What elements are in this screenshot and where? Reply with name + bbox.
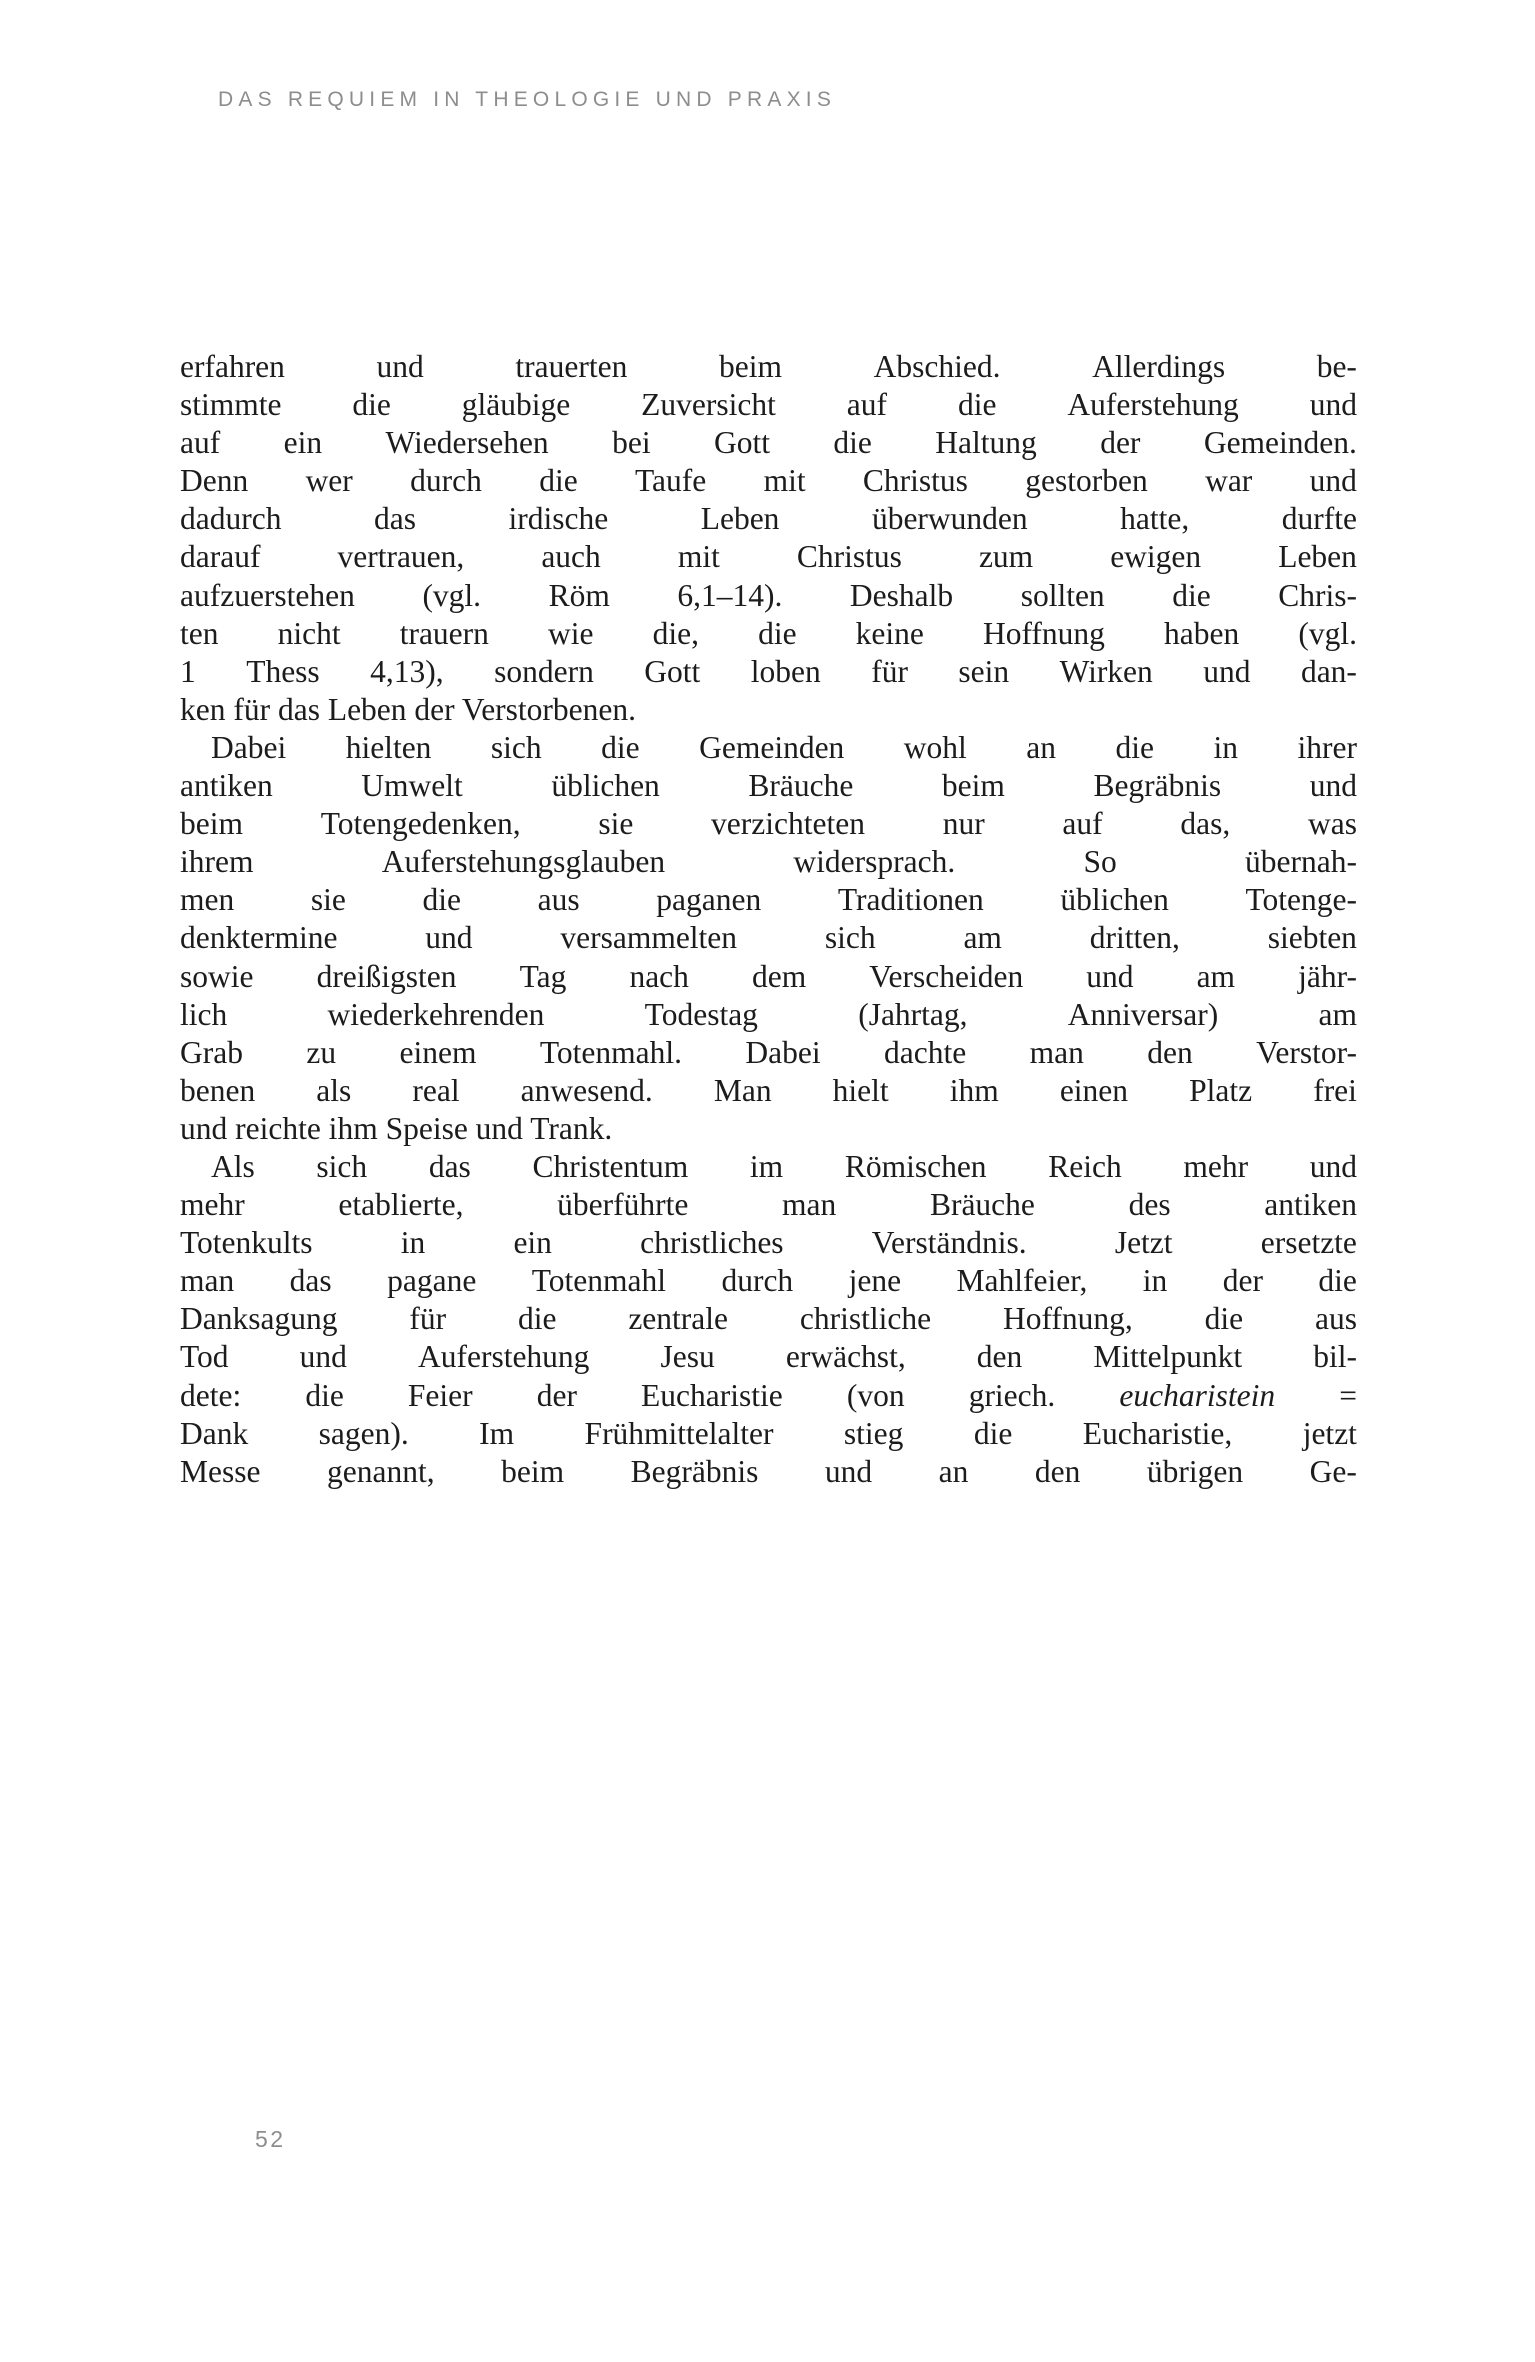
word: sondern: [494, 653, 594, 689]
word: Hoffnung,: [1002, 1301, 1133, 1337]
word: Christus: [796, 539, 902, 575]
word: Christentum: [532, 1148, 689, 1184]
body-text-block: [180, 348, 1357, 1491]
word: sein: [958, 653, 1010, 689]
word: Abschied.: [873, 349, 1001, 384]
word: auch: [541, 539, 601, 575]
word: dritten,: [1089, 920, 1180, 956]
word: mit: [677, 539, 720, 575]
word: trauern: [399, 615, 489, 651]
word: Römischen: [844, 1148, 987, 1184]
word: trauerten: [515, 349, 628, 384]
word: eucharistein: [1119, 1377, 1276, 1413]
word: aufzuerstehen: [180, 577, 355, 613]
text-line: [180, 615, 1357, 653]
word: die: [422, 882, 461, 918]
text-line: [180, 1300, 1357, 1338]
word: irdische: [508, 501, 609, 537]
word: widersprach.: [793, 844, 956, 880]
word: Denn: [180, 463, 249, 499]
word: die: [305, 1377, 344, 1413]
word: für: [871, 653, 908, 689]
word: man: [180, 1263, 235, 1299]
text-line: [180, 767, 1357, 805]
word: beim: [718, 349, 782, 384]
word: jetzt: [1302, 1415, 1357, 1451]
word: Auferstehungsglauben: [381, 844, 666, 880]
word: Totengedenken,: [320, 806, 521, 842]
word: ten: [180, 615, 219, 651]
word: am: [1196, 958, 1236, 994]
word: an: [938, 1453, 969, 1489]
word: loben: [750, 653, 821, 689]
text-line: [180, 729, 1357, 767]
word: genannt,: [327, 1453, 435, 1489]
text-line: [180, 1377, 1357, 1415]
word: durch: [721, 1263, 794, 1299]
word: sagen).: [318, 1415, 409, 1451]
word: anwesend.: [520, 1072, 653, 1108]
word: aus: [1314, 1301, 1357, 1337]
word: in: [1142, 1263, 1168, 1299]
word: durch: [410, 463, 482, 499]
word: Platz: [1189, 1072, 1253, 1108]
word: Man: [713, 1072, 772, 1108]
word: wiederkehrenden: [327, 996, 545, 1032]
word: sowie: [180, 958, 254, 994]
word: üblichen: [551, 768, 660, 804]
word: 1: [180, 653, 196, 689]
word: übernah-: [1245, 844, 1357, 880]
word: Gemeinden.: [1203, 425, 1357, 461]
word: den: [1034, 1453, 1081, 1489]
word: auf: [1062, 806, 1103, 842]
word: vertrauen,: [337, 539, 465, 575]
word: beim: [501, 1453, 565, 1489]
word: die,: [652, 615, 699, 651]
word: man: [782, 1187, 837, 1223]
text-line: [180, 843, 1357, 881]
word: ken für das Leben der Verstorbenen.: [180, 691, 636, 727]
text-line: [180, 1338, 1357, 1376]
word: Umwelt: [361, 768, 463, 804]
word: die: [517, 1301, 557, 1337]
text-line: [180, 1110, 1357, 1148]
word: Auferstehung: [417, 1339, 590, 1375]
word: der: [1100, 425, 1141, 461]
word: Begräbnis: [630, 1453, 759, 1489]
word: bei: [612, 425, 651, 461]
word: zentrale: [628, 1301, 728, 1337]
word: auf: [180, 425, 221, 461]
word: wohl: [903, 729, 967, 765]
word: Dabei: [211, 729, 287, 765]
word: an: [1026, 729, 1057, 765]
word: durfte: [1281, 501, 1357, 537]
word: hielten: [345, 729, 432, 765]
text-line: [180, 538, 1357, 576]
word: Feier: [407, 1377, 473, 1413]
word: stieg: [843, 1415, 904, 1451]
word: Auferstehung: [1067, 387, 1239, 423]
word: überführte: [557, 1187, 689, 1223]
word: die: [1318, 1263, 1357, 1299]
word: paganen: [656, 882, 762, 918]
word: Haltung: [935, 425, 1037, 461]
word: den: [1147, 1034, 1193, 1070]
word: beim: [180, 806, 243, 842]
word: Begräbnis: [1093, 768, 1222, 804]
word: Todestag: [644, 996, 758, 1032]
text-line: [180, 1415, 1357, 1453]
word: Zuversicht: [641, 387, 776, 423]
word: nur: [942, 806, 985, 842]
word: dem: [751, 958, 807, 994]
text-line: [180, 1186, 1357, 1224]
word: Grab: [180, 1034, 243, 1070]
word: die: [1204, 1301, 1244, 1337]
word: und: [1086, 958, 1134, 994]
text-line: [180, 424, 1357, 462]
word: Dank: [180, 1415, 249, 1451]
word: Röm: [548, 577, 610, 613]
word: antiken: [180, 768, 273, 804]
word: ersetzte: [1260, 1225, 1357, 1261]
word: men: [180, 882, 235, 918]
word: Frühmittelalter: [584, 1415, 774, 1451]
word: frei: [1313, 1072, 1357, 1108]
word: ein: [283, 425, 323, 461]
text-line: [180, 691, 1357, 729]
word: Messe: [180, 1453, 261, 1489]
word: verzichteten: [711, 806, 865, 842]
word: die: [957, 387, 997, 423]
text-line: [180, 1034, 1357, 1072]
word: Christus: [862, 463, 968, 499]
text-line: [180, 919, 1357, 957]
word: sie: [598, 806, 634, 842]
word: der: [536, 1377, 577, 1413]
running-header: DAS REQUIEM IN THEOLOGIE UND PRAXIS: [218, 88, 837, 111]
word: das: [289, 1263, 332, 1299]
word: einen: [1059, 1072, 1129, 1108]
word: und: [425, 920, 473, 956]
word: =: [1339, 1377, 1357, 1413]
word: Jetzt: [1114, 1225, 1173, 1261]
word: Allerdings: [1092, 349, 1226, 384]
word: beim: [941, 768, 1005, 804]
word: versammelten: [560, 920, 738, 956]
word: real: [412, 1072, 460, 1108]
text-line: [180, 996, 1357, 1034]
word: war: [1205, 463, 1253, 499]
text-line: [180, 577, 1357, 615]
word: zu: [306, 1034, 337, 1070]
word: jähr-: [1298, 958, 1357, 994]
word: mehr: [180, 1187, 245, 1223]
word: und: [1309, 463, 1357, 499]
word: etablierte,: [338, 1187, 464, 1223]
word: (von: [846, 1377, 905, 1413]
word: Bräuche: [929, 1187, 1035, 1223]
word: Gott: [713, 425, 770, 461]
word: dachte: [884, 1034, 967, 1070]
word: sich: [824, 920, 876, 956]
word: Als: [211, 1148, 255, 1184]
word: Ge-: [1309, 1453, 1357, 1489]
word: siebten: [1267, 920, 1357, 956]
word: sollten: [1020, 577, 1105, 613]
word: Wirken: [1059, 653, 1153, 689]
word: (vgl.: [1298, 615, 1357, 651]
word: be-: [1316, 349, 1357, 384]
word: ein: [513, 1225, 552, 1261]
word: Totenmahl.: [539, 1034, 682, 1070]
word: Anniversar): [1067, 996, 1219, 1032]
word: Verstor-: [1256, 1034, 1357, 1070]
word: und reichte ihm Speise und Trank.: [180, 1110, 613, 1146]
word: Im: [479, 1415, 515, 1451]
word: überwunden: [871, 501, 1028, 537]
word: die: [758, 615, 797, 651]
word: Tod: [180, 1339, 229, 1375]
word: Eucharistie: [641, 1377, 783, 1413]
word: den: [976, 1339, 1023, 1375]
word: lich: [180, 996, 228, 1032]
word: antiken: [1264, 1187, 1357, 1223]
word: am: [963, 920, 1002, 956]
word: mit: [763, 463, 806, 499]
word: und: [1309, 768, 1357, 804]
text-line: [180, 1224, 1357, 1262]
paragraph: [180, 348, 1357, 729]
word: dete:: [180, 1377, 242, 1413]
word: 4,13),: [370, 653, 444, 689]
word: Eucharistie,: [1082, 1415, 1233, 1451]
word: für: [409, 1301, 447, 1337]
word: Totenkults: [180, 1225, 313, 1261]
word: Totenge-: [1245, 882, 1357, 918]
word: Gott: [644, 653, 701, 689]
word: die: [352, 387, 391, 423]
word: die: [973, 1415, 1013, 1451]
text-line: [180, 1453, 1357, 1491]
word: die: [539, 463, 578, 499]
text-line: [180, 1148, 1357, 1186]
word: sie: [310, 882, 346, 918]
word: (Jahrtag,: [858, 996, 968, 1032]
word: Chris-: [1278, 577, 1357, 613]
word: zum: [978, 539, 1034, 575]
word: das,: [1180, 806, 1231, 842]
word: haben: [1164, 615, 1240, 651]
word: sich: [490, 729, 542, 765]
word: das: [373, 501, 416, 537]
word: und: [1309, 387, 1357, 423]
word: Leben: [1278, 539, 1357, 575]
text-line: [180, 386, 1357, 424]
word: das: [428, 1148, 471, 1184]
text-line: [180, 805, 1357, 843]
word: ihrem: [180, 844, 254, 880]
word: und: [824, 1453, 873, 1489]
word: als: [316, 1072, 352, 1108]
word: Mittelpunkt: [1093, 1339, 1243, 1375]
word: gläubige: [461, 387, 571, 423]
word: Deshalb: [849, 577, 954, 613]
word: hielt: [832, 1072, 889, 1108]
word: christliches: [640, 1225, 784, 1261]
word: was: [1308, 806, 1357, 842]
text-line: [180, 653, 1357, 691]
word: Verscheiden: [869, 958, 1024, 994]
word: nach: [629, 958, 689, 994]
word: 6,1–14).: [677, 577, 783, 613]
word: aus: [537, 882, 580, 918]
word: So: [1083, 844, 1117, 880]
word: Jesu: [660, 1339, 715, 1375]
text-line: [180, 1072, 1357, 1110]
word: die: [833, 425, 872, 461]
word: hatte,: [1120, 501, 1190, 537]
word: jene: [848, 1263, 902, 1299]
word: in: [1213, 729, 1238, 765]
word: Dabei: [745, 1034, 821, 1070]
word: einem: [399, 1034, 477, 1070]
word: der: [1222, 1263, 1263, 1299]
word: die: [601, 729, 640, 765]
word: die: [1115, 729, 1154, 765]
word: bil-: [1313, 1339, 1357, 1375]
word: ihm: [949, 1072, 999, 1108]
word: Reich: [1048, 1148, 1122, 1184]
word: wie: [548, 615, 594, 651]
word: Wiedersehen: [385, 425, 549, 461]
word: und: [1309, 1148, 1357, 1184]
word: dadurch: [180, 501, 282, 537]
page-number: 52: [255, 2126, 286, 2152]
word: erfahren: [180, 349, 285, 384]
word: man: [1029, 1034, 1084, 1070]
word: Tag: [519, 958, 567, 994]
text-line: [180, 462, 1357, 500]
word: Bräuche: [748, 768, 854, 804]
word: christliche: [799, 1301, 932, 1337]
word: des: [1128, 1187, 1171, 1223]
word: Verständnis.: [871, 1225, 1027, 1261]
text-line: [180, 1262, 1357, 1300]
word: ewigen: [1110, 539, 1202, 575]
word: und: [1203, 653, 1251, 689]
word: (vgl.: [422, 577, 482, 613]
word: übrigen: [1146, 1453, 1244, 1489]
word: am: [1318, 996, 1357, 1032]
word: stimmte: [180, 387, 282, 423]
word: die: [1172, 577, 1211, 613]
word: Danksagung: [180, 1301, 338, 1337]
word: und: [376, 349, 424, 384]
text-line: [180, 348, 1357, 386]
word: üblichen: [1060, 882, 1169, 918]
word: im: [749, 1148, 784, 1184]
word: mehr: [1183, 1148, 1249, 1184]
word: wer: [305, 463, 353, 499]
word: erwächst,: [785, 1339, 906, 1375]
word: Traditionen: [837, 882, 984, 918]
word: und: [299, 1339, 347, 1375]
word: Thess: [246, 653, 320, 689]
text-line: [180, 881, 1357, 919]
text-line: [180, 958, 1357, 996]
word: dan-: [1300, 653, 1357, 689]
word: griech.: [968, 1377, 1056, 1413]
word: denktermine: [180, 920, 338, 956]
word: sich: [316, 1148, 368, 1184]
word: benen: [180, 1072, 256, 1108]
word: pagane: [387, 1263, 477, 1299]
word: keine: [855, 615, 924, 651]
word: gestorben: [1025, 463, 1148, 499]
word: nicht: [277, 615, 341, 651]
word: Mahlfeier,: [956, 1263, 1088, 1299]
word: Taufe: [635, 463, 707, 499]
word: darauf: [180, 539, 261, 575]
paragraph: [180, 1148, 1357, 1491]
paragraph: [180, 729, 1357, 1148]
word: Hoffnung: [983, 615, 1105, 651]
word: ihrer: [1297, 729, 1357, 765]
word: dreißigsten: [316, 958, 457, 994]
word: auf: [846, 387, 888, 423]
word: Leben: [700, 501, 780, 537]
word: in: [400, 1225, 426, 1261]
word: Totenmahl: [531, 1263, 667, 1299]
text-line: [180, 500, 1357, 538]
word: Gemeinden: [699, 729, 845, 765]
